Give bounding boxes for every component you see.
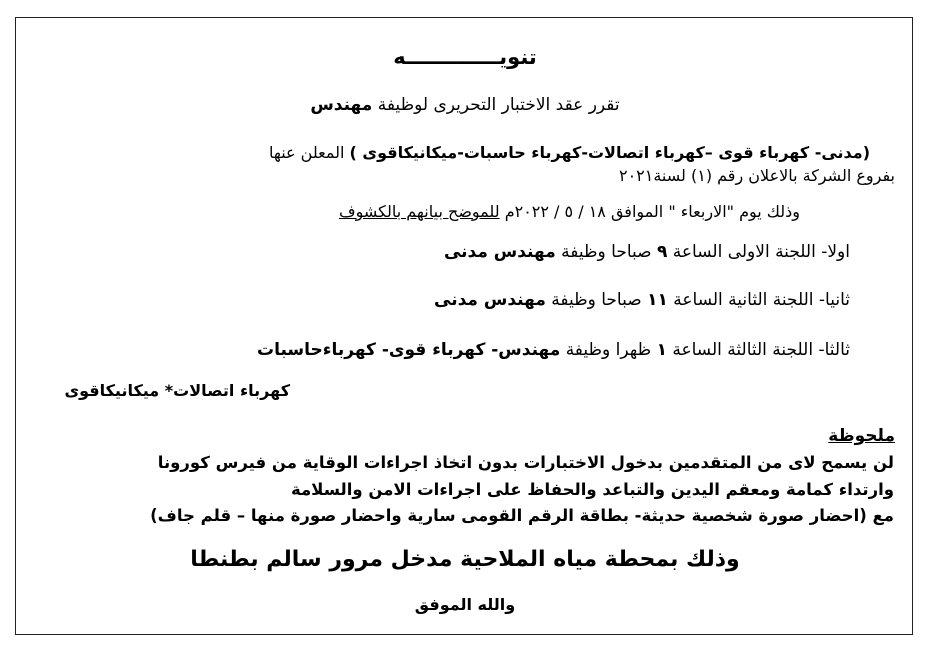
note-title-text: ملحوظة [828,426,895,446]
committee-3-job: مهندس- كهرباء قوى- كهرباءحاسبات [257,340,561,360]
note-line-3: مع (احضار صورة شخصية حديثة- بطاقة الرقم القومى سارية واحضار صورة منها – قلم جاف) [150,506,894,525]
committee-3-mid: ظهرا وظيفة [565,340,652,360]
committee-1-job: مهندس مدنى [443,242,556,262]
line4-underlined: للموضح بيانهم بالكشوف [339,202,500,221]
committee-2 [434,292,850,309]
line4-text: وذلك يوم "الاربعاء " الموافق ١٨ / ٥ / ٢٠٢٢م [504,202,800,221]
committee-1-text: اولا- اللجنة الاولى الساعة [672,242,850,262]
notice-line-2 [269,145,870,161]
notice-title: تنويـــــــــــــه [393,45,537,69]
note-title [828,428,895,445]
notice-line-4 [339,204,800,220]
committee-1-mid: صباحا وظيفة [561,242,652,262]
line1-text: تقرر عقد الاختبار التحريرى لوظيفة [377,95,620,115]
committee-3-hour: ١ [656,340,667,360]
committee-3 [257,342,850,359]
note-line-2: وارتداء كمامة ومعقم اليدين والتباعد والحفاظ على اجراءات الامن والسلامة [290,480,894,499]
committee-2-job: مهندس مدنى [434,290,546,310]
line1-job: مهندس [310,95,373,115]
notice-line-1 [20,97,910,114]
committee-2-mid: صباحا وظيفة [551,290,642,310]
committee-3-continued: كهرباء اتصالات* ميكانيكاقوى [64,381,290,400]
note-line-1: لن يسمح لاى من المتقدمين بدخول الاختبارات بدون اتخاذ اجراءات الوقاية من فيرس كورونا [157,453,894,472]
committee-2-hour: ١١ [647,290,668,310]
exam-location: وذلك بمحطة مياه الملاحية مدخل مرور سالم بطنطا [190,547,740,572]
committee-1-hour: ٩ [656,242,668,262]
notice-line-3: بفروع الشركة بالاعلان رقم (١) لسنة٢٠٢١ [618,166,895,185]
line2-text: المعلن عنها [268,143,345,162]
committee-3-text: ثالثا- اللجنة الثالثة الساعة [672,340,850,360]
committee-2-text: ثانيا- اللجنة الثانية الساعة [673,290,850,310]
line2-specialties: (مدنى- كهرباء قوى –كهرباء اتصالات-كهرباء حاسبات-ميكانيكاقوى ) [349,143,870,162]
closing-line: والله الموفق [414,595,516,614]
committee-1 [444,244,850,261]
